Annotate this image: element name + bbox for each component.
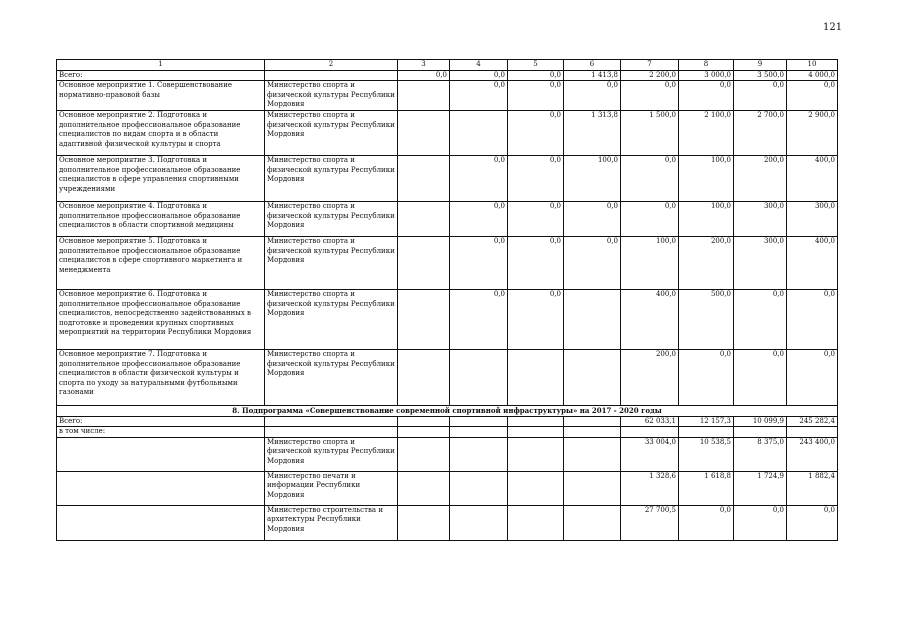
header-cell: 2	[265, 60, 398, 71]
executor-cell	[265, 416, 398, 427]
value-cell: 27 700,5	[621, 505, 679, 540]
value-cell: 0,0	[508, 81, 564, 111]
value-cell	[398, 471, 450, 505]
value-cell: 1 500,0	[621, 111, 679, 156]
activity-name	[57, 437, 265, 471]
value-cell: 200,0	[621, 350, 679, 406]
value-cell: 0,0	[564, 237, 621, 290]
value-cell	[564, 505, 621, 540]
activity-name: Основное мероприятие 5. Подготовка и дополнительное профессиональное образование специалистов в сфере спортивного маркетинга и менеджмента	[57, 237, 265, 290]
value-cell: 0,0	[450, 81, 508, 111]
budget-table	[56, 59, 838, 541]
empty-cell	[621, 427, 679, 438]
value-cell: 100,0	[679, 202, 734, 237]
value-cell: 100,0	[564, 156, 621, 202]
value-cell	[508, 505, 564, 540]
table-row	[57, 111, 838, 156]
table-row	[57, 156, 838, 202]
table-row	[57, 290, 838, 350]
value-cell: 0,0	[621, 202, 679, 237]
value-cell: 1 882,4	[787, 471, 838, 505]
value-cell: 8 375,0	[734, 437, 787, 471]
value-cell: 245 282,4	[787, 416, 838, 427]
value-cell: 300,0	[787, 202, 838, 237]
value-cell	[450, 111, 508, 156]
empty-cell	[787, 427, 838, 438]
value-cell: 10 538,5	[679, 437, 734, 471]
value-cell: 0,0	[450, 202, 508, 237]
empty-cell	[450, 427, 508, 438]
value-cell	[508, 471, 564, 505]
executor-cell: Министерство печати и информации Республики Мордовия	[265, 471, 398, 505]
subprogram-title-row	[57, 406, 838, 417]
value-cell: 0,0	[564, 202, 621, 237]
empty-cell	[508, 427, 564, 438]
activity-name: Основное мероприятие 4. Подготовка и дополнительное профессиональное образование специалистов в области спортивной медицины	[57, 202, 265, 237]
header-cell: 6	[564, 60, 621, 71]
header-cell: 9	[734, 60, 787, 71]
value-cell	[564, 350, 621, 406]
value-cell: 300,0	[734, 202, 787, 237]
activity-name	[57, 471, 265, 505]
value-cell: 1 413,8	[564, 70, 621, 81]
table-header-row	[57, 60, 838, 71]
table-row	[57, 471, 838, 505]
value-cell	[564, 290, 621, 350]
value-cell: 3 000,0	[679, 70, 734, 81]
subprogram-title: 8. Подпрограмма «Совершенствование современной спортивной инфраструктуры» на 2017 - 2020 годы	[57, 406, 838, 417]
value-cell: 0,0	[508, 156, 564, 202]
value-cell: 0,0	[621, 156, 679, 202]
value-cell: 0,0	[450, 290, 508, 350]
header-cell: 5	[508, 60, 564, 71]
value-cell	[398, 290, 450, 350]
value-cell	[450, 350, 508, 406]
value-cell: 0,0	[508, 237, 564, 290]
activity-name: Основное мероприятие 3. Подготовка и дополнительное профессиональное образование специалистов в сфере управления спортивными учреждениями	[57, 156, 265, 202]
header-cell: 1	[57, 60, 265, 71]
value-cell: 0,0	[508, 111, 564, 156]
table-body	[57, 60, 838, 541]
total-row	[57, 70, 838, 81]
value-cell	[398, 111, 450, 156]
table-row	[57, 350, 838, 406]
value-cell	[508, 416, 564, 427]
empty-cell	[398, 427, 450, 438]
value-cell	[398, 505, 450, 540]
value-cell: 400,0	[787, 237, 838, 290]
table-row	[57, 237, 838, 290]
activity-name: Основное мероприятие 6. Подготовка и дополнительное профессиональное образование специалистов, непосредственно задействованных в подготовке и проведении крупных спортивных мероприятий на территории Республики Мордовия	[57, 290, 265, 350]
value-cell	[398, 237, 450, 290]
value-cell: 1 724,9	[734, 471, 787, 505]
empty-cell	[265, 427, 398, 438]
value-cell: 0,0	[734, 81, 787, 111]
value-cell: 400,0	[621, 290, 679, 350]
value-cell: 1 328,6	[621, 471, 679, 505]
value-cell: 300,0	[734, 237, 787, 290]
value-cell	[398, 350, 450, 406]
executor-cell: Министерство спорта и физической культуры Республики Мордовия	[265, 156, 398, 202]
value-cell: 0,0	[508, 290, 564, 350]
value-cell	[564, 437, 621, 471]
header-cell: 8	[679, 60, 734, 71]
executor-cell: Министерство спорта и физической культуры Республики Мордовия	[265, 350, 398, 406]
value-cell: 0,0	[679, 81, 734, 111]
executor-cell: Министерство спорта и физической культуры Республики Мордовия	[265, 81, 398, 111]
value-cell: 200,0	[679, 237, 734, 290]
total-row	[57, 416, 838, 427]
activity-name: Основное мероприятие 7. Подготовка и дополнительное профессиональное образование специалистов в области физической культуры и спорта по уходу за натуральными футбольными газонами	[57, 350, 265, 406]
value-cell: 0,0	[787, 290, 838, 350]
value-cell	[398, 416, 450, 427]
value-cell: 400,0	[787, 156, 838, 202]
value-cell: 0,0	[787, 350, 838, 406]
value-cell: 1 313,8	[564, 111, 621, 156]
value-cell: 0,0	[564, 81, 621, 111]
value-cell: 62 033,1	[621, 416, 679, 427]
table-row	[57, 437, 838, 471]
page-number: 121	[823, 22, 843, 33]
header-cell: 3	[398, 60, 450, 71]
value-cell	[450, 471, 508, 505]
empty-cell	[734, 427, 787, 438]
value-cell	[398, 202, 450, 237]
activity-name: Основное мероприятие 1. Совершенствование нормативно-правовой базы	[57, 81, 265, 111]
value-cell: 4 000,0	[787, 70, 838, 81]
value-cell: 0,0	[450, 156, 508, 202]
value-cell: 0,0	[398, 70, 450, 81]
total-label: Всего:	[57, 70, 265, 81]
table-row	[57, 81, 838, 111]
value-cell: 2 100,0	[679, 111, 734, 156]
value-cell: 0,0	[508, 70, 564, 81]
value-cell: 0,0	[734, 350, 787, 406]
value-cell	[508, 437, 564, 471]
header-cell: 7	[621, 60, 679, 71]
value-cell	[398, 156, 450, 202]
value-cell: 3 500,0	[734, 70, 787, 81]
value-cell: 10 099,9	[734, 416, 787, 427]
value-cell	[398, 81, 450, 111]
value-cell: 1 618,8	[679, 471, 734, 505]
value-cell: 243 400,0	[787, 437, 838, 471]
value-cell: 0,0	[679, 350, 734, 406]
header-cell: 10	[787, 60, 838, 71]
including-row	[57, 427, 838, 438]
executor-cell: Министерство спорта и физической культуры Республики Мордовия	[265, 290, 398, 350]
value-cell	[450, 437, 508, 471]
value-cell: 0,0	[508, 202, 564, 237]
executor-cell: Министерство спорта и физической культуры Республики Мордовия	[265, 437, 398, 471]
executor-cell: Министерство спорта и физической культуры Республики Мордовия	[265, 237, 398, 290]
value-cell: 0,0	[787, 81, 838, 111]
table-row	[57, 505, 838, 540]
table-row	[57, 202, 838, 237]
value-cell	[398, 437, 450, 471]
value-cell	[508, 350, 564, 406]
value-cell: 0,0	[679, 505, 734, 540]
value-cell: 2 200,0	[621, 70, 679, 81]
executor-cell: Министерство строительства и архитектуры Республики Мордовия	[265, 505, 398, 540]
executor-cell: Министерство спорта и физической культуры Республики Мордовия	[265, 111, 398, 156]
value-cell: 2 700,0	[734, 111, 787, 156]
value-cell: 0,0	[450, 70, 508, 81]
value-cell: 100,0	[679, 156, 734, 202]
value-cell: 0,0	[734, 290, 787, 350]
value-cell: 0,0	[787, 505, 838, 540]
value-cell: 200,0	[734, 156, 787, 202]
value-cell: 2 900,0	[787, 111, 838, 156]
value-cell	[564, 416, 621, 427]
value-cell	[564, 471, 621, 505]
header-cell: 4	[450, 60, 508, 71]
value-cell: 12 157,3	[679, 416, 734, 427]
empty-cell	[679, 427, 734, 438]
value-cell: 33 004,0	[621, 437, 679, 471]
value-cell: 0,0	[621, 81, 679, 111]
value-cell: 100,0	[621, 237, 679, 290]
activity-name	[57, 505, 265, 540]
including-label: в том числе:	[57, 427, 265, 438]
total-label: Всего:	[57, 416, 265, 427]
value-cell	[450, 505, 508, 540]
value-cell: 500,0	[679, 290, 734, 350]
value-cell	[450, 416, 508, 427]
empty-cell	[564, 427, 621, 438]
value-cell: 0,0	[734, 505, 787, 540]
value-cell: 0,0	[450, 237, 508, 290]
executor-cell	[265, 70, 398, 81]
executor-cell: Министерство спорта и физической культуры Республики Мордовия	[265, 202, 398, 237]
activity-name: Основное мероприятие 2. Подготовка и дополнительное профессиональное образование специалистов по видам спорта и в области адаптивной физической культуры и спорта	[57, 111, 265, 156]
